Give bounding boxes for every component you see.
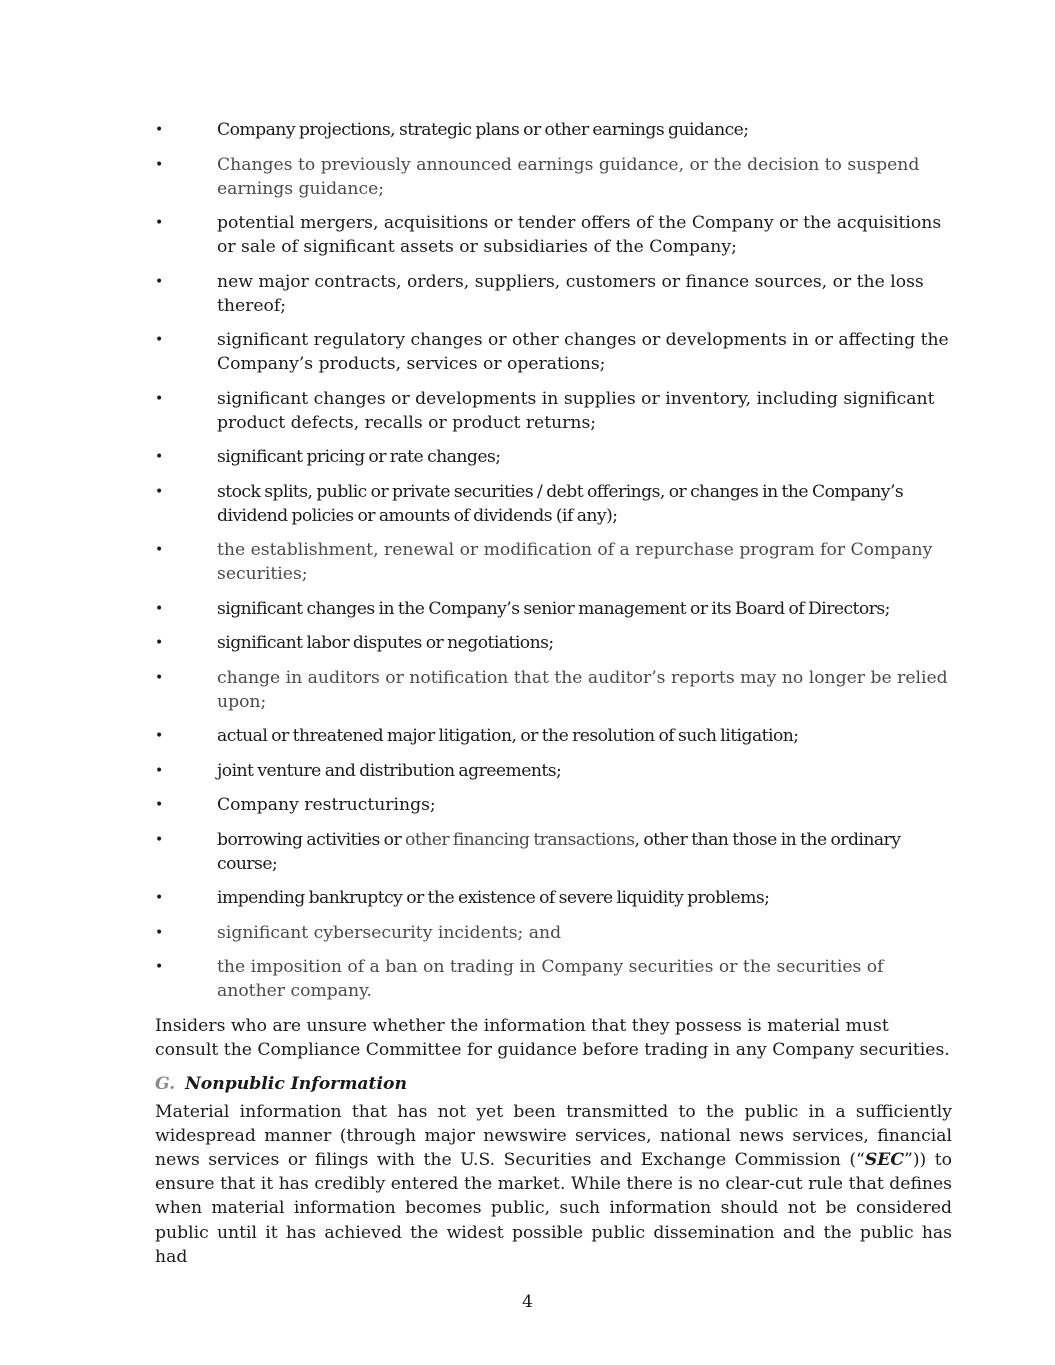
list-item: • significant changes or developments in supplies or inventory, including significant product defects, recalls or product returns; <box>155 388 935 433</box>
bullet-marker: • <box>155 924 164 941</box>
list-item: • new major contracts, orders, suppliers, customers or finance sources, or the loss thereof; <box>155 271 924 316</box>
list-item: • Company restructurings; <box>155 795 436 815</box>
section-letter: G. <box>155 1073 176 1094</box>
bullet-marker: • <box>155 122 164 138</box>
section-heading <box>155 1072 952 1096</box>
page-number: 4 <box>522 1292 533 1312</box>
list-item: • significant cybersecurity incidents; and <box>155 922 562 943</box>
insiders-paragraph: Insiders who are unsure whether the information that they possess is material must consult the Compliance Committee for guidance before trading in any Company securities. <box>155 1015 950 1060</box>
bullet-marker: • <box>155 797 164 813</box>
list-item: • actual or threatened major litigation, or the resolution of such litigation; <box>155 726 799 746</box>
bullet-marker: • <box>155 215 164 231</box>
list-item: • joint venture and distribution agreements; <box>155 760 562 781</box>
bullet-marker: • <box>155 483 164 500</box>
bullet-marker: • <box>155 156 164 173</box>
bullet-marker: • <box>155 959 164 975</box>
bullet-marker: • <box>155 831 164 848</box>
list-item: • the establishment, renewal or modification of a repurchase program for Company securities; <box>155 540 933 584</box>
list-item: • the imposition of a ban on trading in Company securities or the securities of another company. <box>155 957 884 1001</box>
bullet-marker: • <box>155 890 164 906</box>
bullet-marker: • <box>155 542 164 558</box>
material-information-list <box>155 118 952 1003</box>
list-item: • change in auditors or notification that the auditor’s reports may no longer be relied upon; <box>155 667 948 712</box>
list-item: • Changes to previously announced earnings guidance, or the decision to suspend earnings guidance; <box>155 154 920 199</box>
list-item: • potential mergers, acquisitions or tender offers of the Company or the acquisitions or sale of significant assets or subsidiaries of the Company; <box>155 213 942 257</box>
document-page <box>155 118 952 1269</box>
list-item: • stock splits, public or private securities / debt offerings, or changes in the Company’s dividend policies or amounts of dividends (if any); <box>155 481 904 526</box>
bullet-marker: • <box>155 728 164 744</box>
bullet-marker: • <box>155 332 164 348</box>
nonpublic-paragraph: Material information that has not yet been transmitted to the public in a sufficiently widespread manner (through major newswire services, national news services, financial news services or filings with the U.S. Securities and Exchange Commission (“SEC”)) to ensure that it has credibly entered the market. While there is no clear-cut rule that defines when material information becomes public, such information should not be considered public until it has achieved the widest possible public dissemination and the public has had <box>155 1101 952 1267</box>
list-item: • impending bankruptcy or the existence of severe liquidity problems; <box>155 888 770 908</box>
bullet-marker: • <box>155 635 164 651</box>
list-item: • Company projections, strategic plans or other earnings guidance; <box>155 120 749 140</box>
bullet-marker: • <box>155 273 164 290</box>
list-item: • borrowing activities or other financing transactions, other than those in the ordinary course; <box>155 829 901 874</box>
bullet-marker: • <box>155 600 164 617</box>
list-item: • significant pricing or rate changes; <box>155 447 501 467</box>
list-item: • significant changes in the Company’s senior management or its Board of Directors; <box>155 598 890 619</box>
bullet-marker: • <box>155 762 164 779</box>
list-item: • significant regulatory changes or other changes or developments in or affecting the Company’s products, services or operations; <box>155 330 949 374</box>
list-item: • significant labor disputes or negotiations; <box>155 633 554 653</box>
bullet-marker: • <box>155 449 164 465</box>
section-title: Nonpublic Information <box>185 1073 407 1094</box>
bullet-marker: • <box>155 390 164 407</box>
defined-term: SEC <box>864 1149 905 1170</box>
bullet-marker: • <box>155 669 164 686</box>
